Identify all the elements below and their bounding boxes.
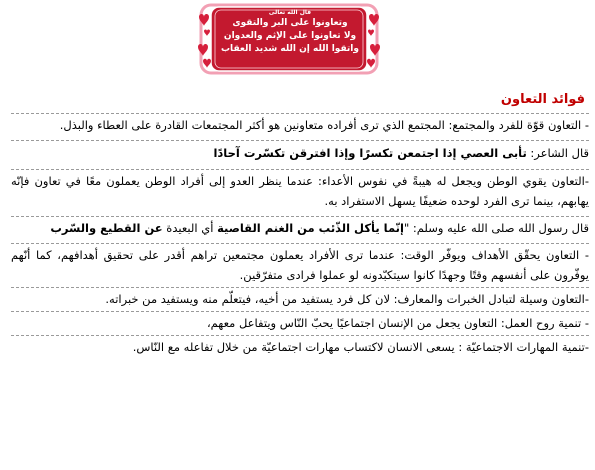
benefit-lead: -التعاون يقوي الوطن ويجعل له هيبةً في نفوس الأعداء:: [312, 174, 590, 188]
poet-quote: [11, 140, 589, 164]
benefit-lead: - تنمية روح العمل:: [497, 316, 589, 330]
benefit-lead: -التعاون وسيلة لتبادل الخبرات والمعارف:: [390, 292, 589, 306]
benefit-text: عندما ينظر العدو إلى أفراد الوطن يعملون معًا في تعاون فإنّه يهابهم، بينما ترى الفرد لوحده ضعيفًا يسهل الاستفراد به.: [11, 174, 589, 208]
benefit-text: المجتمع الذي ترى أفراده متعاونين هو أكثر المجتمعات القادرة على العطاء والبذل.: [59, 118, 445, 132]
benefit-social-skills: [11, 335, 589, 357]
benefit-strength: [11, 113, 589, 135]
section-heading: فوائد التعاون: [500, 92, 585, 107]
hadith-lead: قال رسول الله صلى الله عليه وسلم: ": [403, 221, 589, 235]
benefits-list: [11, 113, 589, 357]
benefit-experience: [11, 287, 589, 309]
verse-banner: [195, 3, 383, 75]
benefit-text: لان كل فرد يستفيد من أخيه، فيتعلّم منه ويستفيد من خبراته.: [105, 292, 391, 306]
hadith-text: إنّما يأكل الذّئب من الغنم القاصية: [217, 221, 404, 235]
hadith-tail: أي البعيدة: [162, 221, 218, 235]
benefit-nation: [11, 169, 589, 211]
benefit-lead: - التعاون قوّة للفرد والمجتمع:: [444, 118, 589, 132]
quote-lead: قال الشاعر:: [526, 146, 589, 160]
verse-intro: قال الله تعالى: [268, 9, 312, 16]
quote-verse: تأبى العصي إذا اجتمعن تكسرًا وإذا افترقن تكسّرت آحادًا: [213, 146, 527, 160]
hadith-tail-bold: عن القطيع والسّرب: [50, 221, 163, 235]
benefit-text: يسعى الانسان لاكتساب مهارات اجتماعيّة من خلال تفاعله مع النّاس.: [132, 340, 455, 354]
verse-line-1: وتعاونوا على البر والتقوى: [232, 18, 348, 28]
verse-line-3: واتقوا الله إن الله شديد العقاب: [221, 44, 359, 54]
benefit-text: عندما ترى الأفراد يعملون مجتمعين تراهم أقدر على تحقيق أهدافهم، كما أنّهم يوفّرون على أنفسهم وقتًا وجهدًا كانوا سيتكبّدونه لو عملوا فرادى متفرّقين.: [11, 248, 589, 282]
verse-line-2: ولا تعاونوا على الإثم والعدوان: [223, 31, 357, 41]
benefit-teamwork: [11, 311, 589, 333]
benefit-lead: -تنمية المهارات الاجتماعيّة :: [454, 340, 589, 354]
hadith-quote: [11, 216, 589, 238]
verse-text: [219, 9, 361, 56]
benefit-text: التعاون يجعل من الإنسان اجتماعيًا يحبّ النّاس ويتفاعل معهم،: [206, 316, 498, 330]
benefit-lead: - التعاون يحقّق الأهداف ويوفّر الوقت:: [394, 248, 589, 262]
benefit-goals: [11, 243, 589, 285]
